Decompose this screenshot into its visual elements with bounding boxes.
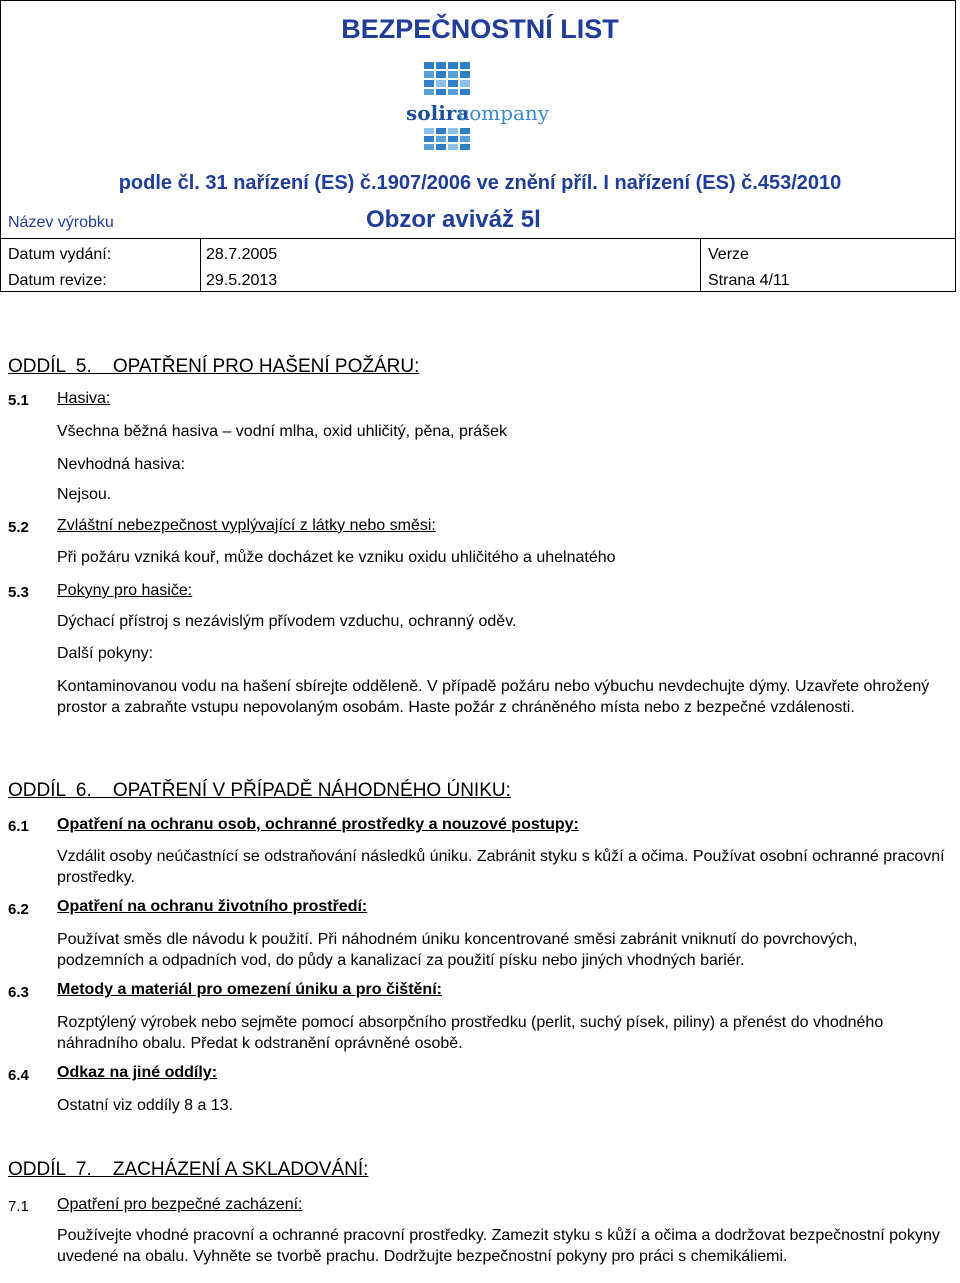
section-7-title: ODDÍL 7. ZACHÁZENÍ A SKLADOVÁNÍ: [8, 1159, 369, 1180]
logo-text-solira: solira [406, 101, 470, 125]
section-5-1-text: Všechna běžná hasiva – vodní mlha, oxid uhličitý, pěna, prášek [57, 423, 508, 440]
section-6-2-text: Používat směs dle návodu k použití. Při náhodném úniku koncentrované směsi zabránit vniknutí do povrchových, podzemních a odpadních vod, do půdy a kanalizací za použití písku nebo jiných vhodných bariér. [57, 931, 858, 969]
unsuitable-media-label: Nevhodná hasiva: [57, 456, 186, 473]
section-6-2-title: Opatření na ochranu životního prostředí: [57, 898, 368, 915]
issue-date-label: Datum vydání: [8, 246, 112, 263]
section-5-title: ODDÍL 5. OPATŘENÍ PRO HAŠENÍ POŽÁRU: [8, 356, 420, 377]
section-7-1-number: 7.1 [8, 1198, 29, 1215]
revision-date: 29.5.2013 [206, 272, 278, 289]
section-6-3-number: 6.3 [8, 984, 29, 1001]
section-6-4-title: Odkaz na jiné oddíly: [57, 1064, 218, 1081]
section-6-4-number: 6.4 [8, 1067, 29, 1084]
section-7-1-text: Používejte vhodné pracovní a ochranné pracovní prostředky. Zamezit styku s kůží a očima a dodržovat bezpečnostní pokyny uvedené na obalu. Vyhněte se tvorbě prachu. Dodržujte bezpečnostní pokyny pro práci s chemikáliemi. [57, 1227, 940, 1265]
unsuitable-media-text: Nejsou. [57, 486, 112, 503]
page-number: Strana 4/11 [708, 272, 790, 289]
section-6-1-title: Opatření na ochranu osob, ochranné prostředky a nouzové postupy: [57, 816, 579, 833]
header-column-divider-right [700, 238, 701, 292]
section-5-3-number: 5.3 [8, 584, 29, 601]
section-6-1-number: 6.1 [8, 818, 29, 835]
issue-date: 28.7.2005 [206, 246, 278, 263]
version-label: Verze [708, 246, 749, 263]
section-6-title: ODDÍL 6. OPATŘENÍ V PŘÍPADĚ NÁHODNÉHO ÚNIKU: [8, 780, 511, 801]
further-instructions-text: Kontaminovanou vodu na hašení sbírejte odděleně. V případě požáru nebo výbuchu nevdechujte dýmy. Uzavřete ohrožený prostor a zabraňte vstupu nepovolaným osobám. Haste požár z chráněného místa nebo z bezpečné vzdálenosti. [57, 678, 930, 716]
logo-text-company: company [458, 101, 550, 125]
company-logo [404, 62, 550, 158]
section-5-1-title: Hasiva: [57, 390, 111, 407]
section-5-1-number: 5.1 [8, 392, 29, 409]
regulation-reference: podle čl. 31 nařízení (ES) č.1907/2006 ve znění příl. I nařízení (ES) č.453/2010 [118, 172, 842, 194]
document-title: BEZPEČNOSTNÍ LIST [341, 14, 619, 44]
section-6-3-title: Metody a materiál pro omezení úniku a pro čištění: [57, 981, 442, 998]
section-5-3-text: Dýchací přístroj s nezávislým přívodem vzduchu, ochranný oděv. [57, 613, 517, 630]
header-column-divider-left [200, 238, 201, 292]
product-name: Obzor aviváž 5l [366, 206, 541, 233]
section-7-1-title: Opatření pro bezpečné zacházení: [57, 1196, 303, 1213]
section-5-2-title: Zvláštní nebezpečnost vyplývající z látky nebo směsi: [57, 517, 436, 534]
logo-graphic [404, 62, 550, 158]
header-divider [0, 238, 956, 239]
section-6-4-text: Ostatní viz oddíly 8 a 13. [57, 1097, 234, 1114]
section-5-3-title: Pokyny pro hasiče: [57, 582, 193, 599]
section-6-1-text: Vzdálit osoby neúčastnící se odstraňování následků úniku. Zabránit styku s kůží a očima. Používat osobní ochranné pracovní prostředky. [57, 848, 945, 886]
section-6-3-text: Rozptýlený výrobek nebo sejměte pomocí absorpčního prostředku (perlit, suchý písek, piliny) a přenést do vhodného náhradního obalu. Předat k odstranění oprávněné osobě. [57, 1014, 884, 1052]
further-instructions-label: Další pokyny: [57, 645, 154, 662]
section-6-2-number: 6.2 [8, 901, 29, 918]
product-name-label: Název výrobku [8, 214, 114, 231]
section-5-2-number: 5.2 [8, 519, 29, 536]
revision-date-label: Datum revize: [8, 272, 107, 289]
section-5-2-text: Při požáru vzniká kouř, může docházet ke vzniku oxidu uhličitého a uhelnatého [57, 549, 616, 566]
